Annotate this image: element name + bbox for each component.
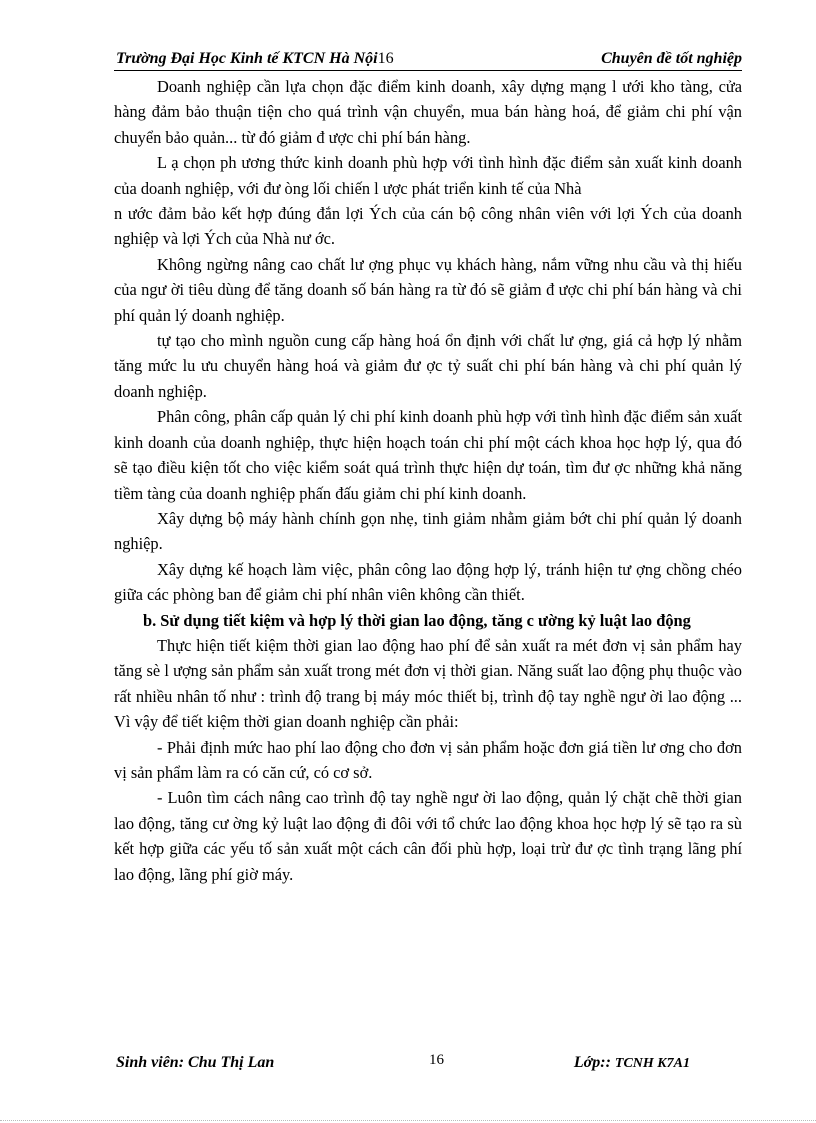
footer-student [116,1054,274,1072]
student-label: Sinh viên: [116,1054,185,1071]
header-page-number: 16 [377,50,394,67]
footer-class [574,1054,690,1072]
student-name: Chu Thị Lan [188,1054,275,1071]
paragraph: tự tạo cho mình nguồn cung cấp hàng hoá ổn định với chất lư ợng, giá cả hợp lý nhằm tăng mức lu ưu chuyển hàng hoá và giảm đư ợc tỷ suất chi phí bán hàng và chi phí quản lý doanh nghiệp. [114,331,742,401]
paragraph: Phân công, phân cấp quản lý chi phí kinh doanh phù hợp với tình hình đặc điểm sản xuất kinh doanh của doanh nghiệp, thực hiện hoạch toán chi phí một cách khoa học hợp lý, qua đó sẽ tạo điều kiện tốt cho việc kiểm soát quá trình thực hiện dự toán, tìm đư ợc những khả năng tiềm tàng của doanh nghiệp phấn đấu giảm chi phí kinh doanh. [114,407,742,503]
page-footer [114,1050,742,1080]
header-title: Chuyên đề tốt nghiệp [601,50,742,67]
paragraph: Xây dựng kế hoạch làm việc, phân công lao động hợp lý, tránh hiện tư ợng chồng chéo giữa các phòng ban để giảm chi phí nhân viên không cần thiết. [114,559,742,605]
page-bottom-divider [0,1120,816,1121]
paragraph: Xây dựng bộ máy hành chính gọn nhẹ, tinh giảm nhằm giảm bớt chi phí quản lý doanh nghiệp. [114,508,742,554]
paragraph: - Phải định mức hao phí lao động cho đơn vị sản phẩm hoặc đơn giá tiền lư ơng cho đơn vị sản phẩm làm ra có căn cứ, có cơ sở. [114,737,742,782]
paragraph: Thực hiện tiết kiệm thời gian lao động hao phí để sản xuất ra mét đơn vị sản phẩm hay tăng sè l ượng sản phẩm sản xuất trong mét đơn vị thời gian. Năng suất lao động phụ thuộc vào rất nhiều nhân tố như : trình độ trang bị máy móc thiết bị, trình độ tay nghề ngư ời lao động ... Vì vậy để tiết kiệm thời gian doanh nghiệp cần phải: [114,635,742,732]
paragraph: - Luôn tìm cách nâng cao trình độ tay nghề ngư ời lao động, quản lý chặt chẽ thời gian lao động, tăng cư ờng kỷ luật lao động đi đôi với tổ chức lao động khoa học hợp lý sẽ tạo ra sù kết hợp giữa các yếu tố sản xuất một cách cân đối phù hợp, loại trừ đư ợc tình trạng lãng phí lao động, lãng phí giờ máy. [114,788,742,884]
paragraph: Không ngừng nâng cao chất lư ợng phục vụ khách hàng, nắm vững nhu cầu và thị hiếu của ngư ời tiêu dùng để tăng doanh số bán hàng ra từ đó sẽ giảm đ ược chi phí bán hàng và chi phí quản lý doanh nghiệp. [114,254,742,325]
document-body [114,74,742,887]
paragraph: Doanh nghiệp cần lựa chọn đặc điểm kinh doanh, xây dựng mạng l ưới kho tàng, cửa hàng đảm bảo thuận tiện cho quá trình vận chuyển, mua bán hàng hoá, để giảm chi phí vận chuyển bảo quản... từ đó giảm đ ược chi phí bán hàng. [114,77,742,147]
page-header [114,48,742,71]
class-code: TCNH K7A1 [614,1056,690,1071]
header-school-name: Trường Đại Học Kinh tế KTCN Hà Nội [116,50,378,67]
paragraph: n ước đảm bảo kết hợp đúng đắn lợi Ých của cán bộ công nhân viên với lợi Ých của doanh nghiệp và lợi Ých của Nhà nư ớc. [114,204,742,249]
section-heading: b. Sử dụng tiết kiệm và hợp lý thời gian lao động, tăng c ường kỷ luật lao động [143,610,691,630]
footer-page-number: 16 [429,1052,444,1068]
header-school [116,50,394,68]
paragraph: L ạ chọn ph ương thức kinh doanh phù hợp với tình hình đặc điểm sản xuất kinh doanh của doanh nghiệp, với đư òng lối chiến l ược phát triển kinh tế của Nhà [114,153,742,198]
class-label: Lớp:: [573,1054,611,1071]
